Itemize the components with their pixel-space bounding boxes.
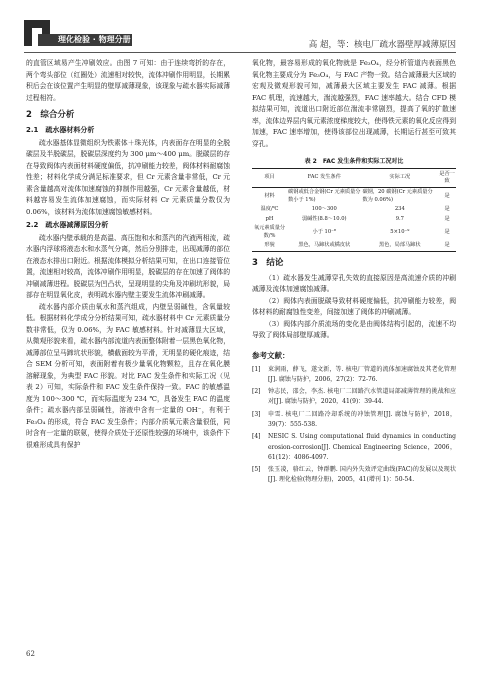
- table-caption: 表 2 FAC 发生条件和实际工况对比: [304, 158, 404, 165]
- reference-item: [252, 365, 456, 386]
- header-divider: [24, 52, 456, 53]
- table-cell: 温度/℃: [260, 206, 279, 212]
- table-cell: 9.7: [395, 215, 404, 222]
- section-3-heading: 3 结论: [252, 257, 284, 268]
- fac-comparison-table: [252, 168, 456, 252]
- continued-paragraph: 氧化物，最容易形成的氧化物就是 Fe₃O₄，经分析管道内表面黑色氧化物主要成分为 Fe₃O₄，与 FAC 产物一致。结合减薄最大区域的宏观及微观形貌可知，减薄最大区域主要发生 FAC 减薄。根据 FAC 机理，流速越大，湍流越强烈，FAC 速率越大。结合 CFD 模拟结果可知，流道出口附近部位湍流非常剧烈，提高了氧的扩散速率，流体边界层内氧元素浓度梯度较大，使得铁元素的氧化反应得到加速，FAC 速率增加，使得该部位出现减薄，长期运行甚至可致其穿孔。: [252, 59, 456, 148]
- section-2-heading: 2 综合分析: [26, 110, 75, 120]
- table-row: [252, 241, 456, 251]
- table-cell: 碳钢或低合金钢(Cr 元素质量分数小于 1%): [288, 189, 361, 203]
- table-row: [252, 205, 456, 215]
- table-header-cell: 实际工况: [389, 174, 411, 181]
- table-row: [252, 188, 456, 206]
- reference-item: [252, 387, 456, 408]
- running-title: 高 超，等：核电厂疏水器壁厚减薄原因: [308, 40, 456, 50]
- reference-text: 钟志民，邵会，李杰. 核电厂二回路汽水管道局部减薄管理的挑战和应对[J]. 腐蚀与防护，2020，41(9)：39-44.: [268, 388, 456, 406]
- table-cell: 100～300: [311, 206, 337, 212]
- table-cell: 氧元素质量分数/%: [253, 225, 286, 239]
- reference-item: [252, 432, 456, 463]
- conclusion-1: （1）疏水器发生减薄穿孔失效的直接原因是高流速介质的冲刷减薄及流体加速腐蚀减薄。: [252, 273, 456, 293]
- table-header-row: [252, 169, 456, 188]
- left-column: [26, 58, 230, 451]
- reference-item: [252, 465, 456, 486]
- reference-number: [5]: [252, 466, 261, 474]
- reference-number: [1]: [252, 365, 261, 373]
- table-cell: 弱碱性(8.8～10.0): [301, 215, 347, 222]
- table-cell: 形貌: [264, 242, 275, 248]
- table-cell: 234: [394, 206, 405, 212]
- table-cell: 是: [444, 206, 450, 212]
- section-2-2-paragraph-1: 疏水器内壁承载的是高温、高压饱和水和蒸汽的汽液两相流，疏水器内浮球将液态水和水蒸气分离，然后分别排走，出现减薄的部位在液态水排出口附近。根据流体模拟分析结果可知，在出口连接管位置，流速相对较高，流体冲刷作用明显，脱碳层的存在加速了阀体的冲刷减薄进程。脱碳层为凹凸状，呈现明显的尖角及冲刷坑形貌，局部存在明显氧化皮，表明疏水器内壁主要发生流体冲刷减薄。: [26, 233, 230, 299]
- reference-number: [3]: [252, 410, 261, 418]
- table-cell: 是: [444, 228, 450, 235]
- reference-text: 张玉凌，骆红云，钟群鹏. 国内外失效评定曲线(FAC)的发展以及现状[J]. 理化检验(物理分册)，2005，41(增刊 1)：50-54.: [268, 466, 456, 484]
- table-cell: 小于 10⁻⁸: [312, 228, 336, 235]
- section-2-2-paragraph-2: 疏水器内部介质由氧水和蒸汽组成，内壁呈弱碱性，含氧量较低。根据材料化学成分分析结果可知，疏水器材料中 Cr 元素质量分数非常低，仅为 0.06%，为 FAC 敏感材料。针对减薄显大区域，从微观形貌来看，疏水器内部流道内表面整体附着一层黑色氧化物，减薄部位呈马蹄坑状形貌，横截面较为平滑，无明显的硬化痕迹，结合 SEM 分析可知，表面附着有极少量氧化物颗粒，且存在氧化膜溶解现象，为典型 FAC 形貌。对比 FAC 发生条件和实际工况（见表 2）可知，实际条件和 FAC 发生条件保持一致。FAC 的敏感温度为 100～300 ℃，而实际温度为 234 ℃，具备发生 FAC 的温度条件；疏水器内部呈弱碱性，溶液中含有一定量的 OH⁻，有利于 Fe₃O₄ 的形成，符合 FAC 发生条件；内部介质氧元素含量很低，同时含有一定量的联氨，使得介质处于还原性较强的环境中，该条件下很难形成具有保护: [26, 302, 230, 449]
- journal-logo-text: 理化检验 · 物理分册: [58, 35, 131, 44]
- table-header-cell: 是否一致: [439, 170, 455, 184]
- table-row: [252, 224, 456, 241]
- table-cell: 5×10⁻⁹: [390, 228, 410, 235]
- reference-number: [4]: [252, 433, 261, 441]
- section-2-1-paragraph: 疏水器基体显微组织为铁素体＋珠光体，内表面存在明显的全脱碳层及半脱碳层，脱碳层深度约为 300 μm～400 μm。脱碳层的存在导致阀体内表面材料硬度偏低，抗冲刷能力较差，阀体材料耐腐蚀性差；材料化学成分满足标准要求，但 Cr 元素含量非常低，Cr 元素含量越高对流体加速腐蚀的抑制作用越强，Cr 元素含量越低，材料越容易发生流体加速腐蚀，而实际材料 Cr 元素质量分数仅为 0.06%，该材料为流体加速腐蚀敏感材料。: [26, 138, 230, 216]
- section-2-1-heading: 2.1 疏水器材料分析: [26, 126, 95, 134]
- conclusion-2: （2）阀体内表面脱碳导致材料硬度偏低，抗冲刷能力较差，阀体材料的耐腐蚀性变差，间接加速了阀体的冲刷减薄。: [252, 296, 456, 316]
- reference-text: 申雪. 核电厂二回路冷却系统的冲蚀管理[J]. 腐蚀与防护，2018，39(7)：555-538.: [268, 410, 456, 428]
- reference-number: [2]: [252, 388, 261, 396]
- table-header-cell: FAC 发生条件: [307, 174, 341, 181]
- reference-text: 束润雨，薛飞，遂文新，等. 核电厂管道的流体加速腐蚀及其老化管理[J]. 腐蚀与防护，2006，27(2)：72-76.: [268, 365, 456, 383]
- table-cell: 是: [444, 192, 450, 199]
- references-heading: 参考文献：: [252, 350, 290, 360]
- table-cell: 材料: [264, 192, 275, 199]
- page-number: 62: [26, 650, 35, 658]
- table-header-cell: 项目: [264, 174, 275, 181]
- reference-text: NESIC S. Using computational fluid dynamics in conducting erosion-corrosion[J]. Chemical Engineering Science，2006，61(12)：4086-4097.: [268, 433, 456, 461]
- conclusion-3: （3）阀体内部介质流场的变化是由阀体结构引起的，流速不均导致了阀体局部壁厚减薄。: [252, 319, 456, 339]
- table-cell: 是: [444, 242, 450, 248]
- section-2-2-heading: 2.2 疏水器减薄原因分析: [26, 221, 109, 229]
- table-cell: 是: [444, 215, 450, 222]
- journal-logo: [24, 20, 132, 46]
- table-cell: 黑色，马蹄状或橘皮状: [298, 242, 351, 248]
- reference-item: [252, 410, 456, 431]
- right-column: [252, 58, 456, 488]
- table-row: [252, 215, 456, 225]
- table-cell: 黑色，局部马蹄状: [379, 242, 421, 248]
- intro-paragraph: 的直管区域易产生冲刷效应。由图 7 可知：由于连续弯折的存在，两个弯头部位（红圈处）流速相对较快，流体冲刷作用明显，长期累积后会在该位置产生明显的壁厚减薄现象，该现象与疏水器实际减薄过程相符。: [26, 59, 230, 102]
- table-cell: pH: [265, 215, 274, 222]
- table-cell: 碳钢，20 碳钢(Cr 元素质量分数为 0.06%): [362, 189, 433, 203]
